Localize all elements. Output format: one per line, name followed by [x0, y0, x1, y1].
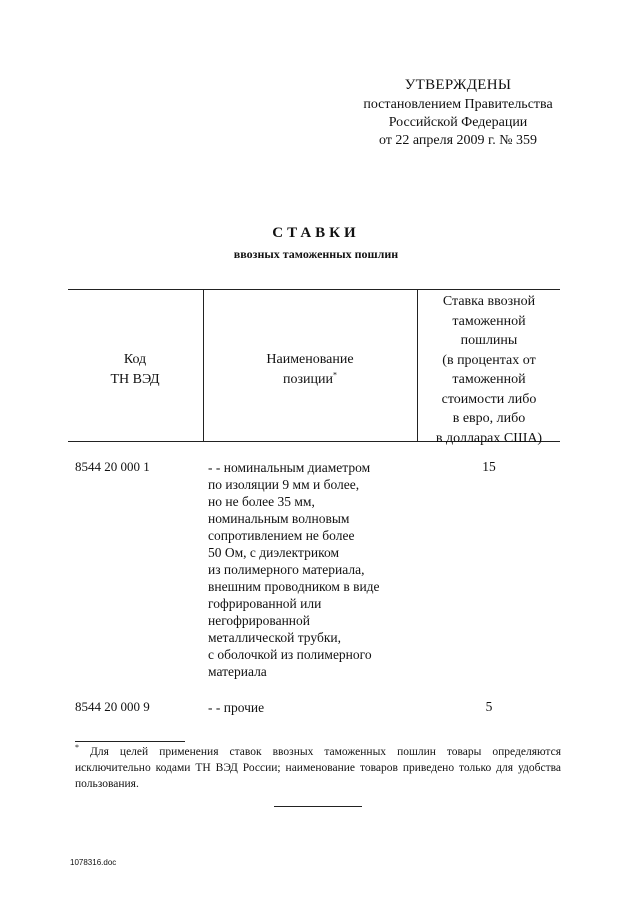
header-name-line: Наименование — [266, 352, 354, 367]
row-1-description-line: номинальным волновым — [208, 511, 350, 526]
header-rate-line: (в процентах от — [442, 352, 536, 368]
row-1-rate: 15 — [482, 459, 496, 474]
row-1-description-line: материала — [208, 664, 267, 679]
document-title: СТАВКИ — [272, 225, 360, 241]
footnote-text: Для целей применения ставок ввозных таможенных пошлин товары определяются исключительно кодами ТН ВЭД России; наименование товаров приведено только для удобства пользования. — [75, 746, 561, 790]
row-1-description — [208, 459, 380, 680]
header-name-line — [204, 370, 416, 390]
approval-block — [338, 76, 578, 150]
header-name — [204, 350, 416, 390]
header-rate-line: стоимости либо — [441, 391, 537, 407]
header-rate-line: в евро, либо — [452, 411, 526, 426]
row-1-description-line: но не более 35 мм, — [208, 494, 315, 509]
row-1-description-line: из полимерного материала, — [208, 562, 365, 577]
header-rate-line: таможенной — [452, 313, 526, 329]
header-footnote-marker: * — [333, 370, 337, 380]
header-code — [68, 350, 202, 390]
row-2-code: 8544 20 000 9 — [75, 699, 150, 714]
end-rule — [274, 806, 362, 807]
footnote — [75, 744, 561, 792]
header-code-line: ТН ВЭД — [110, 372, 160, 387]
header-name-text: позиции — [283, 372, 333, 387]
row-1-description-line: внешним проводником в виде — [208, 579, 380, 594]
footnote-rule — [75, 741, 185, 742]
table-top-rule — [68, 289, 560, 290]
row-2-description-line: - - прочие — [208, 700, 265, 715]
row-1-description-line: металлической трубки, — [208, 630, 341, 645]
approval-heading: УТВЕРЖДЕНЫ — [404, 77, 512, 93]
row-1-description-line: сопротивлением не более — [208, 528, 355, 543]
header-rate — [418, 292, 560, 448]
approval-line-1: постановлением Правительства — [363, 97, 553, 112]
footnote-marker: * — [75, 743, 79, 753]
row-1-description-line: гофрированной или — [208, 596, 322, 611]
row-1-description-line: с оболочкой из полимерного — [208, 647, 372, 662]
row-1-code: 8544 20 000 1 — [75, 459, 150, 474]
approval-line-2: Российской Федерации — [388, 115, 528, 130]
document-subtitle: ввозных таможенных пошлин — [233, 247, 399, 261]
row-1-description-line: - - номинальным диаметром — [208, 460, 371, 475]
header-rate-line: таможенной — [452, 372, 526, 387]
row-1-description-line: 50 Ом, с диэлектриком — [208, 545, 339, 560]
document-reference: 1078316.doc — [70, 858, 117, 867]
row-2-rate: 5 — [485, 699, 493, 714]
header-rate-line: Ставка ввозной — [442, 294, 536, 309]
header-rate-line: в долларах США) — [435, 430, 543, 446]
header-rate-line: пошлины — [460, 333, 518, 348]
row-1-description-line: негофрированной — [208, 613, 311, 628]
header-code-line: Код — [123, 352, 147, 367]
row-2-description — [208, 699, 264, 716]
approval-line-3: от 22 апреля 2009 г. № 359 — [378, 133, 538, 148]
row-1-description-line: по изоляции 9 мм и более, — [208, 477, 360, 492]
